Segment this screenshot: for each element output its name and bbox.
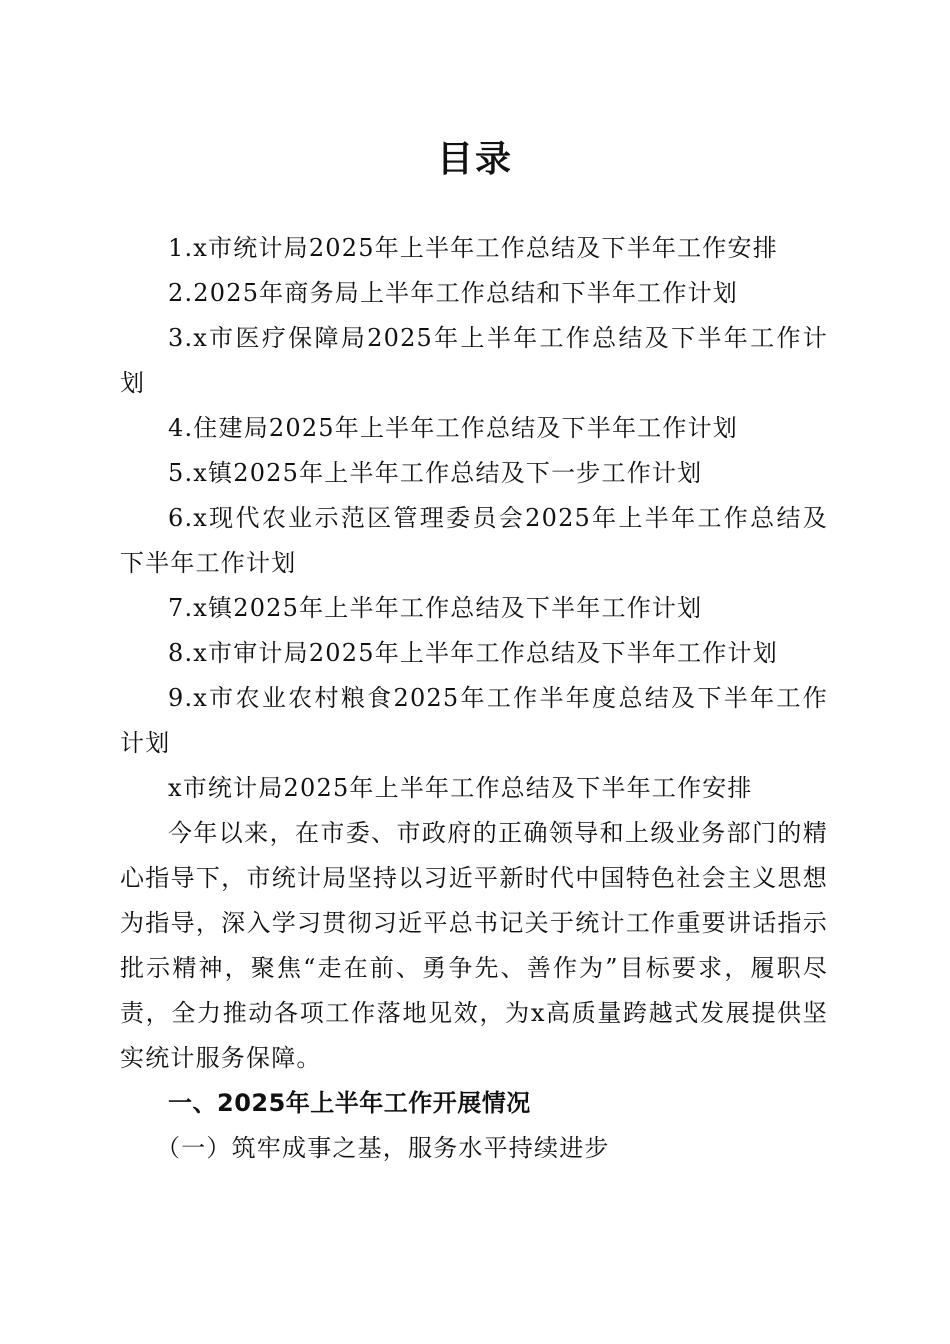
- toc-entry-9: 9.x市农业农村粮食2025年工作半年度总结及下半年工作计划: [120, 684, 828, 757]
- toc-entry-3: 3.x市医疗保障局2025年上半年工作总结及下半年工作计划: [120, 324, 828, 397]
- subsection-heading: （一）筑牢成事之基，服务水平持续进步: [156, 1134, 610, 1162]
- article-title: x市统计局2025年上半年工作总结及下半年工作安排: [168, 774, 753, 802]
- toc-entry-1: 1.x市统计局2025年上半年工作总结及下半年工作安排: [168, 234, 778, 262]
- document-body: [120, 226, 828, 1171]
- toc-entry-6: 6.x现代农业示范区管理委员会2025年上半年工作总结及下半年工作计划: [120, 504, 828, 577]
- toc-entry-8: 8.x市审计局2025年上半年工作总结及下半年工作计划: [168, 639, 778, 667]
- intro-paragraph: 今年以来，在市委、市政府的正确领导和上级业务部门的精心指导下，市统计局坚持以习近平新时代中国特色社会主义思想为指导，深入学习贯彻习近平总书记关于统计工作重要讲话指示批示精神，聚焦“走在前、勇争先、善作为”目标要求，履职尽责，全力推动各项工作落地见效，为x高质量跨越式发展提供坚实统计服务保障。: [120, 819, 828, 1072]
- toc-entry-5: 5.x镇2025年上半年工作总结及下一步工作计划: [168, 459, 703, 487]
- toc-entry-2: 2.2025年商务局上半年工作总结和下半年工作计划: [168, 279, 738, 307]
- toc-entry-4: 4.住建局2025年上半年工作总结及下半年工作计划: [168, 414, 738, 442]
- toc-entry-7: 7.x镇2025年上半年工作总结及下半年工作计划: [168, 594, 703, 622]
- toc-title: 目录: [436, 139, 513, 180]
- section-heading: 一、2025年上半年工作开展情况: [168, 1089, 531, 1117]
